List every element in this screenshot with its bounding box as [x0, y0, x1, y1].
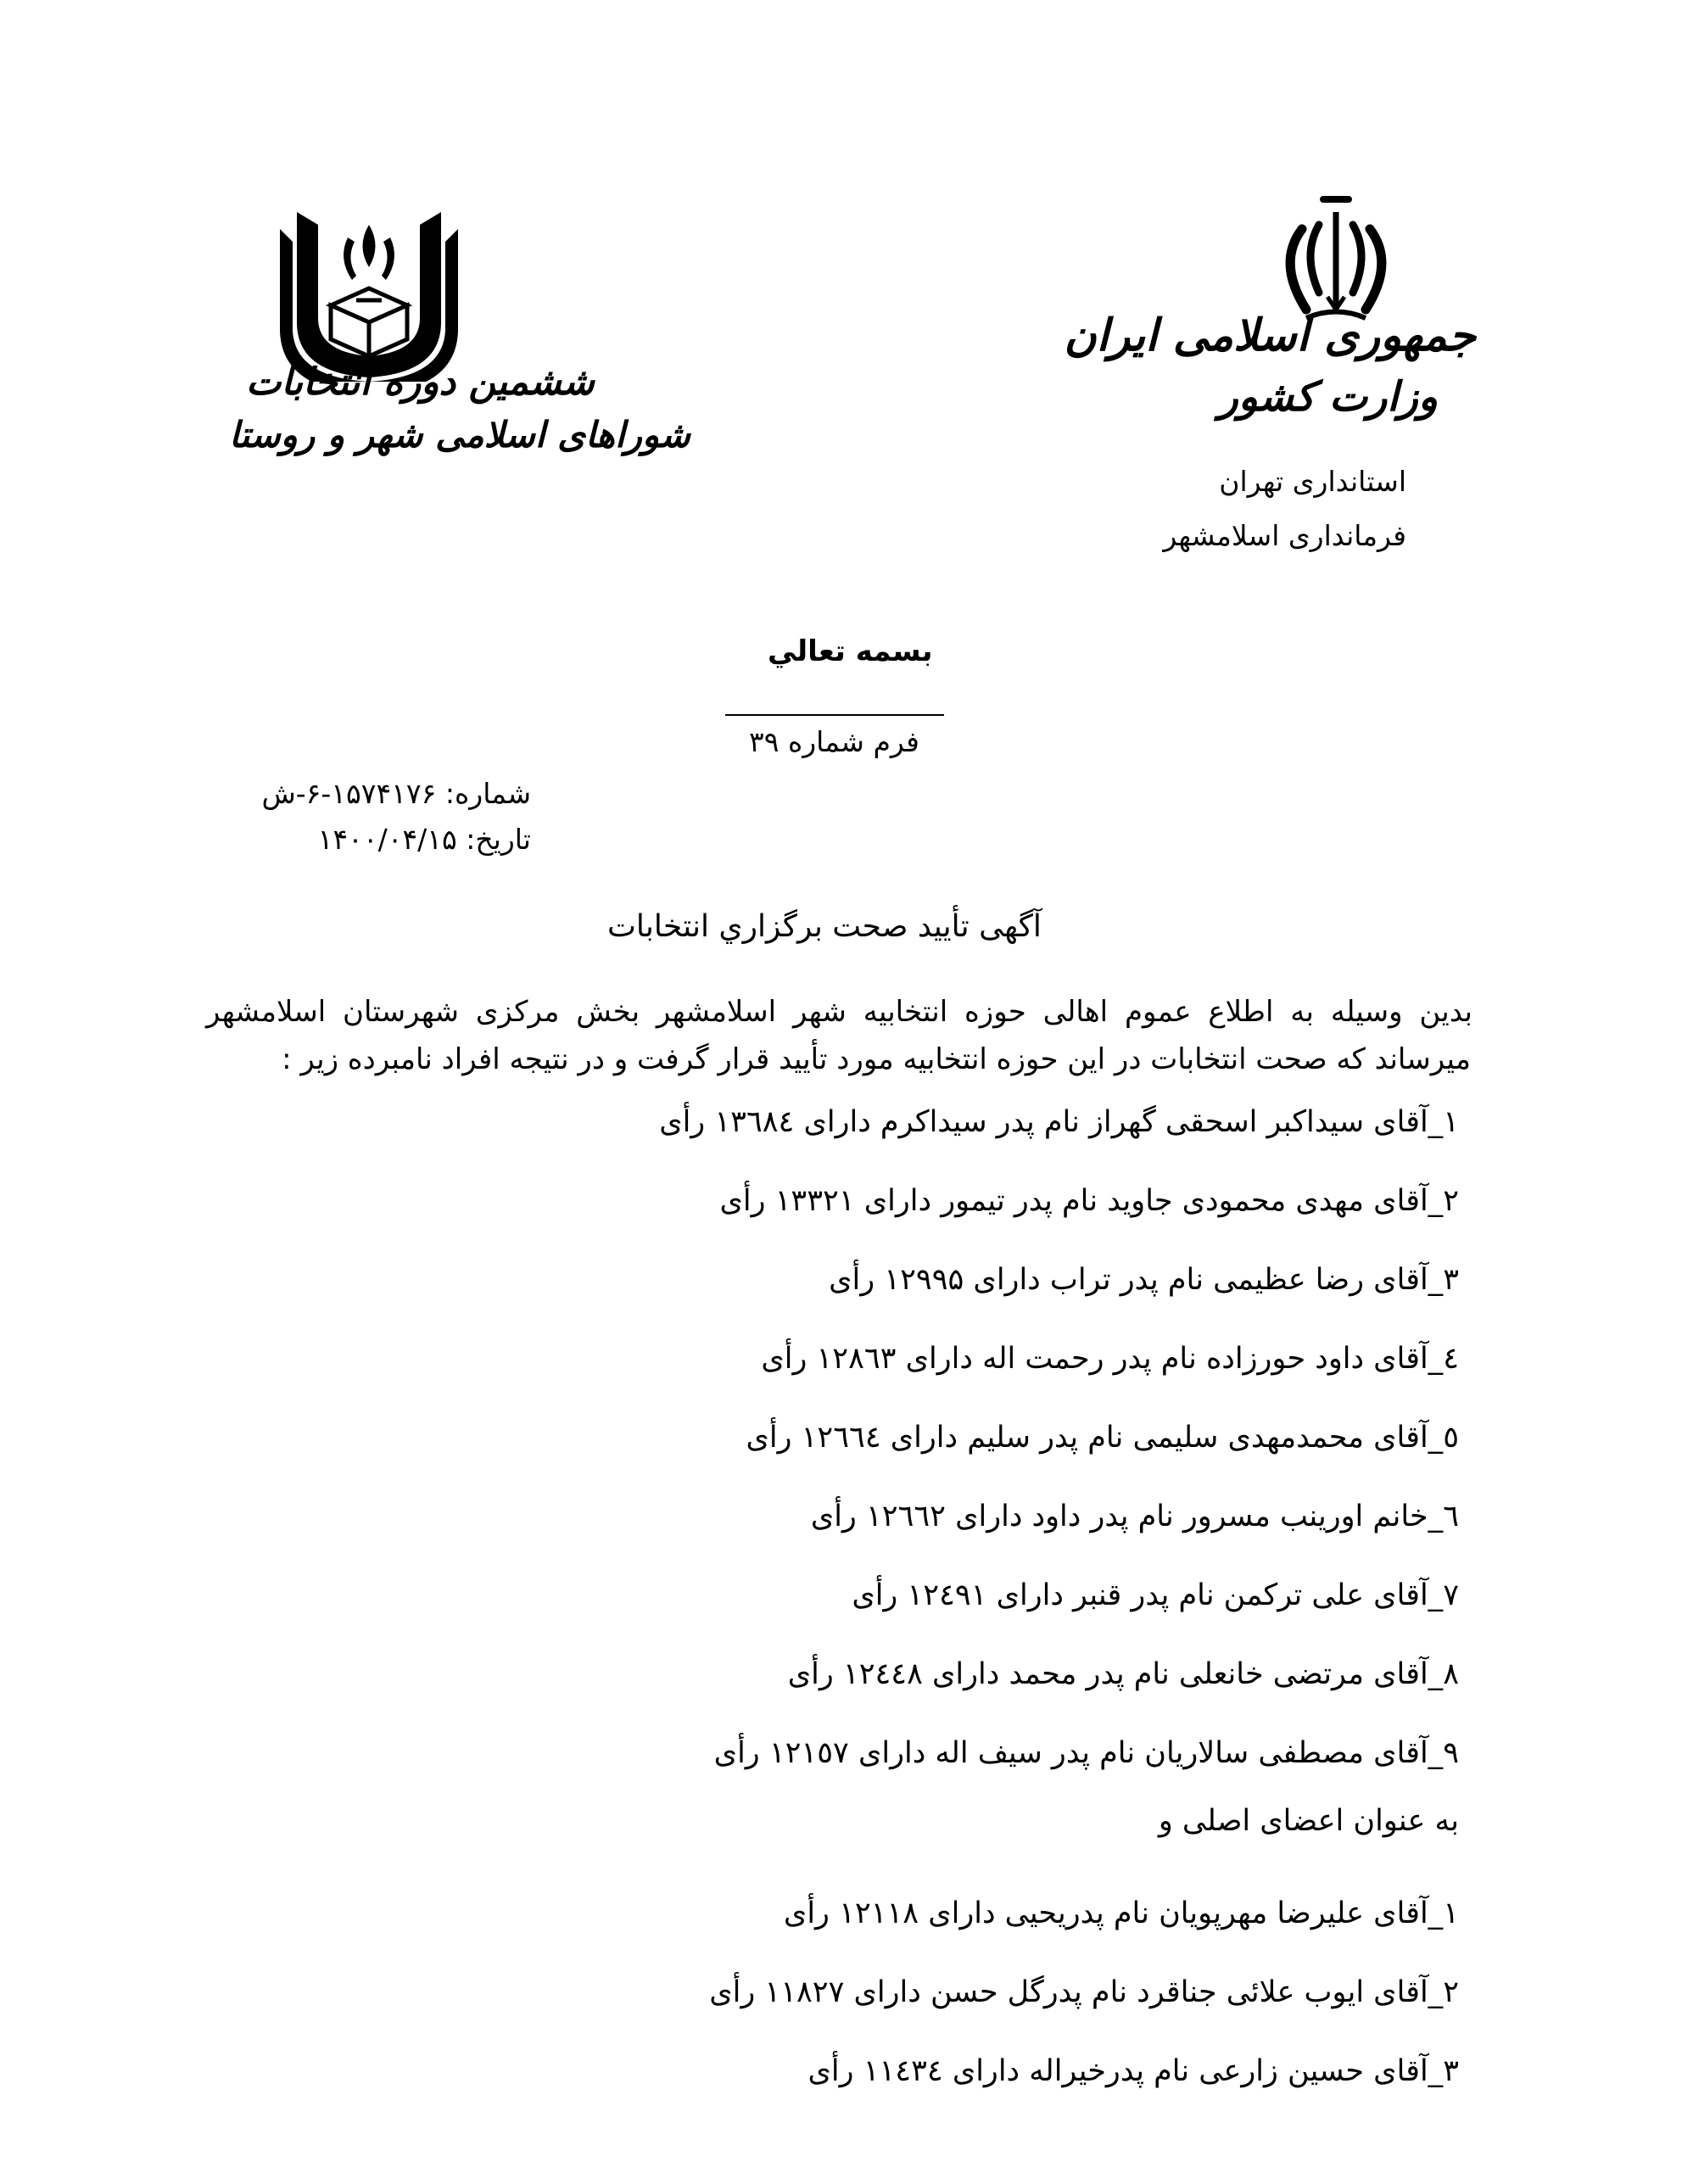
main-member-3: ۳_آقای رضا عظیمی نام پدر تراب دارای ۱۲۹۹۵ رأی: [829, 1263, 1459, 1297]
election-emblem-line2: شوراهای اسلامی شهر و روستا: [229, 414, 690, 455]
main-member-1: ۱_آقای سیداکبر اسحقی گهراز نام پدر سیداکرم دارای ۱۳٦۸٤ رأی: [659, 1105, 1459, 1139]
main-member-6: ٦_خانم اورینب مسرور نام پدر داود دارای ۱۲٦٦۲ رأی: [810, 1500, 1459, 1533]
notice-paragraph-line1: بدین وسیله به اطلاع عموم اهالی حوزه انتخابیه شهر اسلامشهر بخش مرکزی شهرستان اسلامشهر: [206, 995, 1472, 1029]
main-member-5: ٥_آقای محمدمهدی سلیمی نام پدر سلیم دارای ۱۲٦٦٤ رأی: [746, 1421, 1459, 1455]
form-divider: [725, 714, 944, 716]
main-member-8: ۸_آقای مرتضی خانعلی نام پدر محمد دارای ۱۲٤٤۸ رأی: [787, 1657, 1459, 1691]
main-member-4: ٤_آقای داود حورزاده نام پدر رحمت اله دارای ۱۲۸٦۳ رأی: [761, 1342, 1459, 1376]
office-governorate: استانداری تهران: [1219, 465, 1406, 498]
main-member-9: ۹_آقای مصطفی سالاریان نام پدر سیف اله دارای ۱۲۱٥۷ رأی: [713, 1736, 1459, 1770]
main-member-7: ۷_آقای علی ترکمن نام پدر قنبر دارای ۱۲٤۹۱ رأی: [852, 1578, 1459, 1612]
letter-date: تاریخ: ۱۴۰۰/۰۴/۱۵: [317, 823, 531, 856]
ministry-emblem: [1064, 191, 1476, 445]
alternate-member-1: ۱_آقای علیرضا مهرپویان نام پدریحیی دارای ۱۲۱۱۸ رأی: [783, 1896, 1459, 1930]
main-member-2: ۲_آقای مهدی محمودی جاوید نام پدر تیمور دارای ۱۳۳۲۱ رأی: [719, 1184, 1459, 1218]
notice-paragraph-line2: میرساند که صحت انتخابات در این حوزه انتخابیه مورد تأیید قرار گرفت و در نتیجه افراد نامبرده زیر :: [282, 1042, 1471, 1076]
election-headquarters-emblem-icon: [229, 195, 509, 382]
ministry-emblem-line2: وزارت کشور: [1218, 373, 1438, 421]
letter-number: شماره: ۱۵۷۴۱۷۶-۶-ش: [261, 777, 531, 810]
alternate-member-2: ۲_آقای ایوب علائی جناقرد نام پدرگل حسن دارای ۱۱۸۲۷ رأی: [709, 1975, 1459, 2009]
notice-title: آگهی تأیید صحت برگزاري انتخابات: [607, 909, 1042, 944]
form-number: فرم شماره ۳۹: [749, 725, 919, 758]
main-members-label: به عنوان اعضای اصلی و: [1158, 1804, 1459, 1838]
election-emblem-line1: ششمین دوره انتخابات: [246, 360, 595, 404]
ministry-emblem-line1: جمهوری اسلامی ایران: [1064, 310, 1476, 361]
office-municipality: فرمانداری اسلامشهر: [1163, 519, 1406, 552]
invocation: بسمه تعالي: [768, 634, 933, 668]
iran-coat-of-arms-icon: [1272, 191, 1400, 327]
alternate-member-3: ۳_آقای حسین زارعی نام پدرخیراله دارای ۱۱٤۳٤ رأی: [807, 2054, 1459, 2088]
election-emblem: [229, 195, 690, 475]
